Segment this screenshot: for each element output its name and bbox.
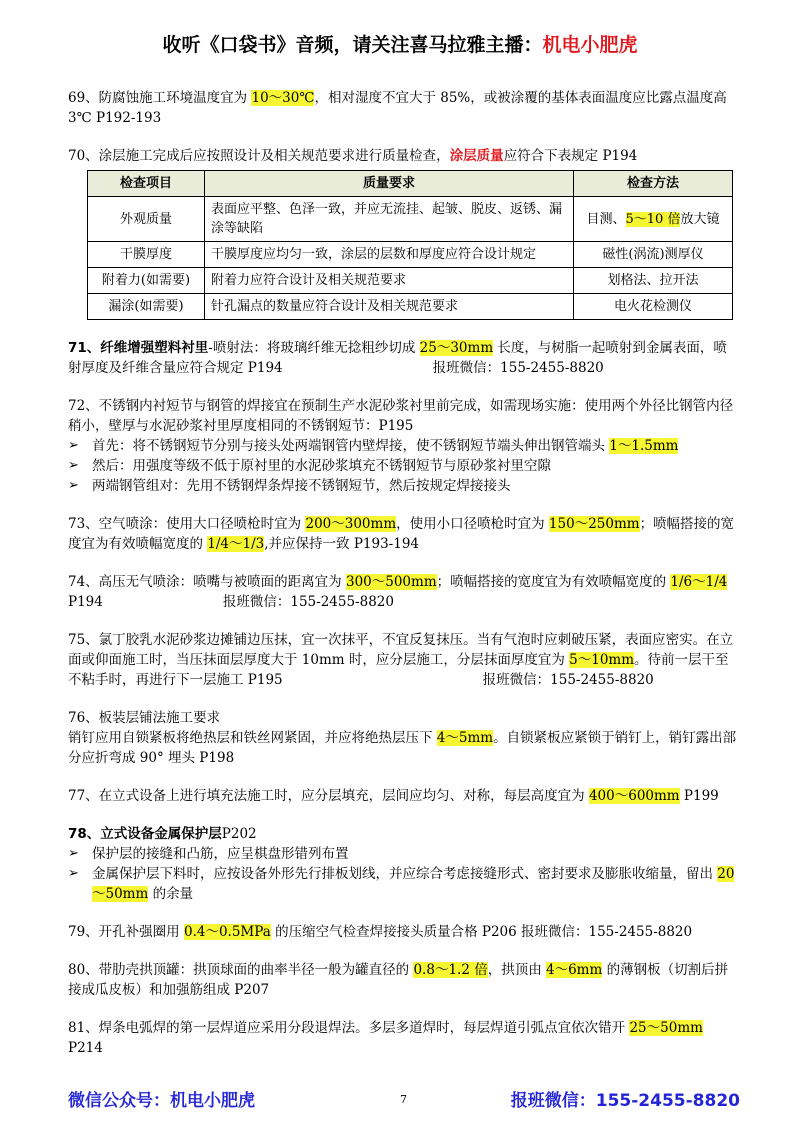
table-header: 检查项目 <box>88 171 205 197</box>
list-item: ➢ 两端钢管组对：先用不锈钢焊条焊接不锈钢短节，然后按规定焊接接头 <box>68 476 740 496</box>
table-header: 检查方法 <box>574 171 733 197</box>
item-73: 73、空气喷涂：使用大口径喷枪时宜为 200～300mm，使用小口径喷枪时宜为 150～250mm；喷幅搭接的宽度宜为有效喷幅宽度的 1/4～1/3,并应保持一致 P193-194 <box>68 516 735 552</box>
footer-signup-wechat: 报班微信：155-2455-8820 <box>510 1091 740 1111</box>
document-body <box>68 88 740 1076</box>
item-71: 71、纤维增强塑料衬里-喷射法：将玻璃纤维无捻粗纱切成 25～30mm 长度，与树脂一起喷射到金属表面，喷射厚度及纤维含量应符合规定 P194 报班微信：155-2455-8820 <box>68 340 727 376</box>
table-row: 附着力(如需要) 附着力应符合设计及相关规范要求 划格法、拉开法 <box>88 268 733 294</box>
item-80: 80、带肋壳拱顶罐：拱顶球面的曲率半径一般为罐直径的 0.8～1.2 倍，拱顶由 4～6mm 的薄钢板（切割后拼接成瓜皮板）和加强筋组成 P207 <box>68 962 729 998</box>
host-name: 机电小肥虎 <box>542 34 638 56</box>
item-75: 75、氯丁胶乳水泥砂浆边摊铺边压抹，宜一次抹平，不宜反复抹压。当有气泡时应刺破压紧，表面应密实。在立面或仰面施工时，当压抹面层厚度大于 10mm 时，应分层施工，分层抹面厚度宜为 5～10mm。待前一层干至不粘手时，再进行下一层施工 P195 报班微信：155-2455-8820 <box>68 632 734 688</box>
item-70: 70、涂层施工完成后应按照设计及相关规范要求进行质量检查，涂层质量应符合下表规定 P194 检查项目 质量要求 检查方法 外观质量 表面应平整、色泽一致，并应无流挂、起皱、脱皮、返锈、漏涂等缺陷 目测、5～10 倍放大镜 干膜厚度 干膜厚度应均匀一致，涂层的层数和厚度应符合设计规定 磁性(涡流)测厚仪 附着力(如需要) 附着力应符合设计及相关规范要求 划格法、拉开法 漏涂(如需要) 针孔漏点的数量应符合设计及相关规范要求 电火花检测仪 <box>68 146 740 320</box>
list-item: ➢ 然后：用强度等级不低于原衬里的水泥砂浆填充不锈钢短节与原砂浆衬里空隙 <box>68 456 740 476</box>
item-69: 69、防腐蚀施工环境温度宜为 10～30℃，相对湿度不宜大于 85%，或被涂覆的基体表面温度应比露点温度高 3℃ P192-193 <box>68 90 727 126</box>
table-row: 外观质量 表面应平整、色泽一致，并应无流挂、起皱、脱皮、返锈、漏涂等缺陷 目测、5～10 倍放大镜 <box>88 197 733 242</box>
list-item: ➢ 首先：将不锈钢短节分别与接头处两端钢管内壁焊接，使不锈钢短节端头伸出钢管端头 1～1.5mm <box>68 436 740 456</box>
item-79: 79、开孔补强圈用 0.4～0.5MPa 的压缩空气检查焊接接头质量合格 P206 报班微信：155-2455-8820 <box>68 924 693 940</box>
list-item: ➢ 保护层的接缝和凸筋，应呈棋盘形错列布置 <box>68 844 740 864</box>
item-78: 78、立式设备金属保护层P202 ➢ 保护层的接缝和凸筋，应呈棋盘形错列布置 ➢ 金属保护层下料时，应按设备外形先行排板划线，并应综合考虑接缝形式、密封要求及膨胀收缩量，留出 20～50mm 的余量 <box>68 824 740 904</box>
header-prefix: 收听《口袋书》音频，请关注喜马拉雅主播： <box>162 34 543 56</box>
item-81: 81、焊条电弧焊的第一层焊道应采用分段退焊法。多层多道焊时，每层焊道引弧点宜依次错开 25～50mm P214 <box>68 1020 703 1056</box>
list-item: ➢ 金属保护层下料时，应按设备外形先行排板划线，并应综合考虑接缝形式、密封要求及膨胀收缩量，留出 20～50mm 的余量 <box>68 864 740 904</box>
item-72: 72、不锈钢内衬短节与钢管的焊接宜在预制生产水泥砂浆衬里前完成，如需现场实施：使用两个外径比钢管内径稍小，壁厚与水泥砂浆衬里厚度相同的不锈钢短节：P195 ➢ 首先：将不锈钢短节分别与接头处两端钢管内壁焊接，使不锈钢短节端头伸出钢管端头 1～1.5mm ➢ 然后：用强度等级不低于原衬里的水泥砂浆填充不锈钢短节与原砂浆衬里空隙 ➢ 两端钢管组对：先用不锈钢焊条焊接不锈钢短节，然后按规定焊接接头 <box>68 396 740 496</box>
table-row: 干膜厚度 干膜厚度应均匀一致，涂层的层数和厚度应符合设计规定 磁性(涡流)测厚仪 <box>88 242 733 268</box>
table-header: 质量要求 <box>205 171 574 197</box>
table-row: 漏涂(如需要) 针孔漏点的数量应符合设计及相关规范要求 电火花检测仪 <box>88 294 733 320</box>
item-76: 76、板装层铺法施工要求 销钉应用自锁紧板将绝热层和铁丝网紧固，并应将绝热层压下 4～5mm。自锁紧板应紧锁于销钉上，销钉露出部分应折弯成 90° 埋头 P198 <box>68 710 737 766</box>
item-77: 77、在立式设备上进行填充法施工时，应分层填充，层间应均匀、对称，每层高度宜为 400～600mm P199 <box>68 788 719 804</box>
item-74: 74、高压无气喷涂：喷嘴与被喷面的距离宜为 300～500mm；喷幅搭接的宽度宜为有效喷幅宽度的 1/6～1/4 P194 报班微信：155-2455-8820 <box>68 574 728 610</box>
page-number: 7 <box>400 1093 407 1106</box>
footer-wechat-account: 微信公众号：机电小肥虎 <box>68 1091 255 1111</box>
page-header <box>0 30 800 57</box>
quality-table <box>87 170 733 320</box>
page-footer <box>68 1086 740 1110</box>
